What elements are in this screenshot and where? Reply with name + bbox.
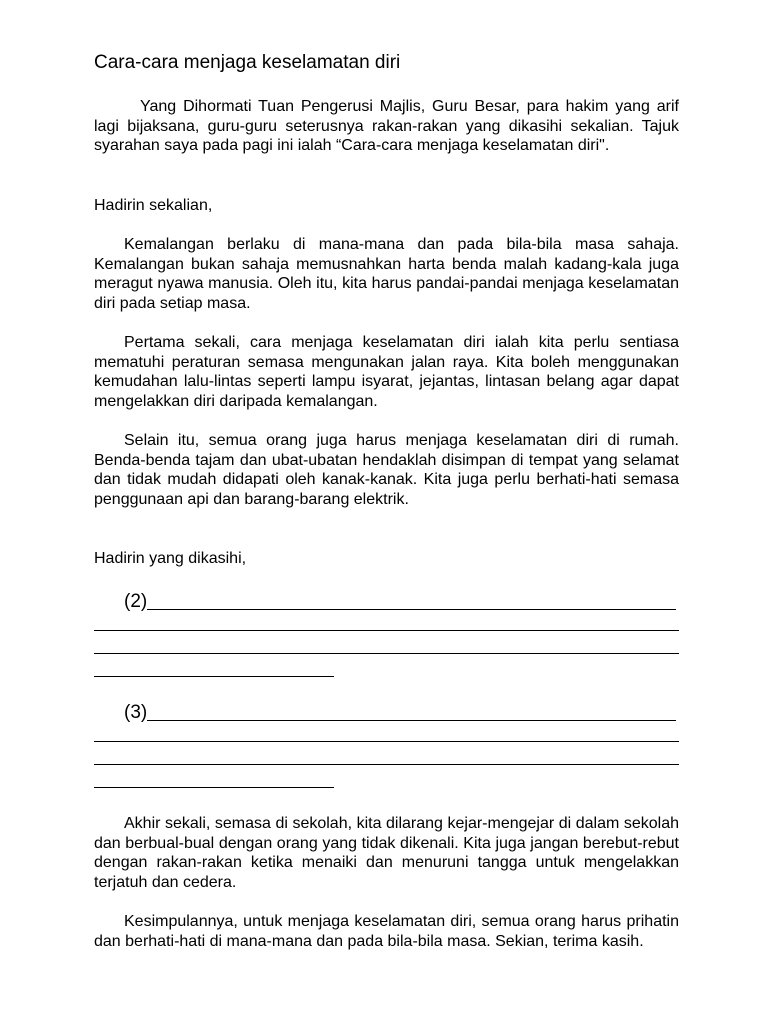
blank-answer-2[interactable] [94,590,679,686]
blank-line[interactable] [94,630,679,631]
blank-label-2: (2) [124,591,148,612]
paragraph-point-3: Akhir sekali, semasa di sekolah, kita dilarang kejar-mengejar di dalam sekolah dan berbual-bual dengan orang yang tidak dikenali. Kita juga jangan berebut-rebut dengan rakan-rakan ketika menaiki dan menuruni tangga untuk mengelakkan terjatuh dan cedera. [94,815,679,891]
blank-answer-3[interactable] [94,701,679,797]
blank-label-3: (3) [124,702,148,723]
blank-line[interactable] [147,609,676,610]
blank-line[interactable] [94,676,334,677]
paragraph-point-1: Pertama sekali, cara menjaga keselamatan diri ialah kita perlu sentiasa mematuhi peraturan semasa mengunakan jalan raya. Kita boleh menggunakan kemudahan lalu-lintas seperti lampu isyarat, jejantas, lintasan belang agar dapat mengelakkan diri daripada kemalangan. [94,334,679,410]
paragraph-greeting: Yang Dihormati Tuan Pengerusi Majlis, Guru Besar, para hakim yang arif lagi bijaksana, guru-guru seterusnya rakan-rakan yang dikasihi sekalian. Tajuk syarahan saya pada pagi ini ialah “Cara-cara menjaga keselamatan diri". [94,98,679,154]
salutation-1: Hadirin sekalian, [94,197,213,214]
paragraph-point-2: Selain itu, semua orang juga harus menjaga keselamatan diri di rumah. Benda-benda tajam dan ubat-ubatan hendaklah disimpan di tempat yang selamat dan tidak mudah didapati oleh kanak-kanak. Kita juga perlu berhati-hati semasa penggunaan api dan barang-barang elektrik. [94,432,679,508]
blank-line[interactable] [94,653,679,654]
paragraph-conclusion: Kesimpulannya, untuk menjaga keselamatan diri, semua orang harus prihatin dan berhati-hati di mana-mana dan pada bila-bila masa. Sekian, terima kasih. [94,913,679,950]
salutation-2: Hadirin yang dikasihi, [94,550,247,567]
paragraph-intro: Kemalangan berlaku di mana-mana dan pada bila-bila masa sahaja. Kemalangan bukan sahaja memusnahkan harta benda malah kadang-kala juga meragut nyawa manusia. Oleh itu, kita harus pandai-pandai menjaga keselamatan diri pada setiap masa. [94,236,679,312]
blank-line[interactable] [94,764,679,765]
blank-line[interactable] [94,787,334,788]
blank-line[interactable] [94,741,679,742]
document-title: Cara-cara menjaga keselamatan diri [94,52,401,73]
blank-line[interactable] [147,720,676,721]
